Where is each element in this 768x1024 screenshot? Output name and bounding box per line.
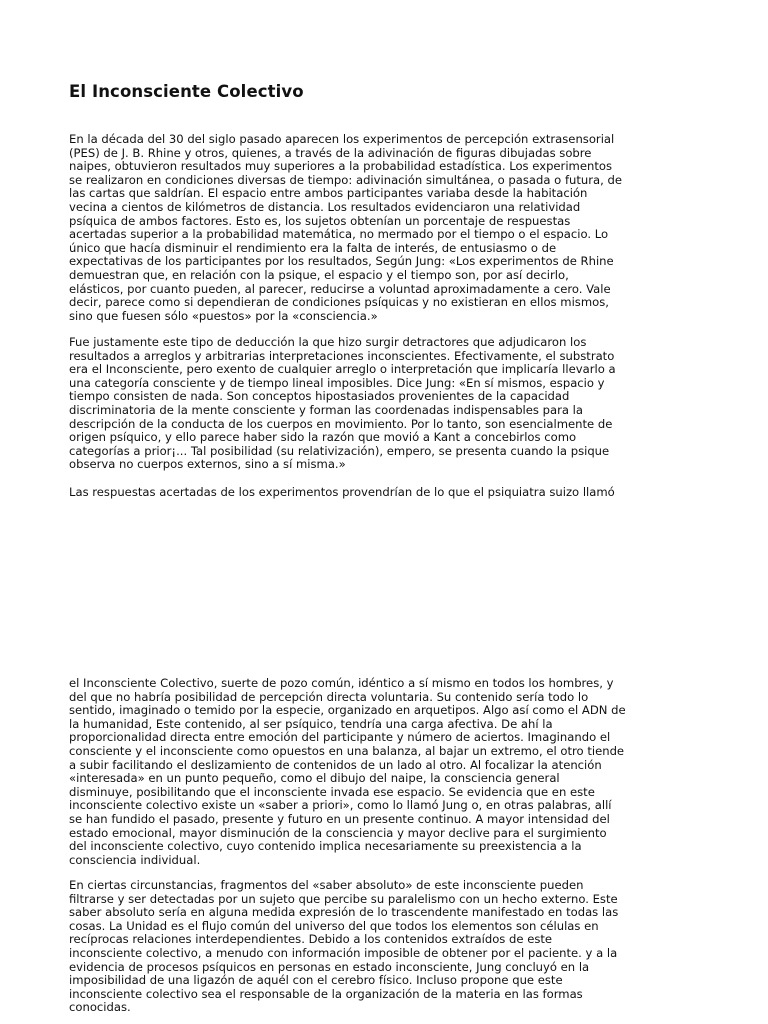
text-line: evidencia de procesos psíquicos en personas en estado inconsciente, Jung concluyó en la xyxy=(69,959,590,974)
text-line: consciente y el inconsciente como opuestos en una balanza, al bajar un extremo, el otro tiende xyxy=(69,743,625,758)
text-line: Fue justamente este tipo de deducción la que hizo surgir detractores que adjudicaron los xyxy=(69,335,587,349)
paragraph-1 xyxy=(69,133,622,323)
text-line: inconsciente colectivo existe un «saber a priori», como lo llamó Jung o, en otras palabras, allí xyxy=(69,798,612,813)
text-line: conocidas. xyxy=(69,1000,131,1015)
text-line: inconsciente colectivo sea el responsable de la organización de la materia en las formas xyxy=(69,986,583,1001)
text-line: descripción de la conducta de los cuerpos en movimiento. Por lo tanto, son esencialmente de xyxy=(69,416,613,431)
text-line: expectativas de los participantes por los resultados, Según Jung: «Los experimentos de Rhine xyxy=(69,254,614,269)
text-line: a subir facilitando el deslizamiento de contenidos de un lado al otro. Al focalizar la atención xyxy=(69,757,602,772)
text-line: el Inconsciente Colectivo, suerte de pozo común, idéntico a sí mismo en todos los hombres, y xyxy=(69,676,614,690)
document-title: El Inconsciente Colectivo xyxy=(69,82,304,101)
text-line: del inconsciente colectivo, cuyo contenido implica necesariamente su preexistencia a la xyxy=(69,839,582,854)
text-line: resultados a arreglos y arbitrarias interpretaciones inconscientes. Efectivamente, el substrato xyxy=(69,348,615,363)
text-line: disminuye, posibilitando que el inconsciente invada ese espacio. Se evidencia que en este xyxy=(69,784,595,799)
text-line: demuestran que, en relación con la psique, el espacio y el tiempo son, por así decirlo, xyxy=(69,267,569,282)
text-line: inconsciente colectivo, a menudo con información imposible de obtener por el paciente. y a la xyxy=(69,945,618,960)
text-line: filtrarse y ser detectadas por un sujeto que percibe su paralelismo con un hecho externo. Este xyxy=(69,891,618,906)
text-line: discriminatoria de la mente consciente y forman las coordenadas indispensables para la xyxy=(69,402,583,417)
text-line: elásticos, por cuanto pueden, al parecer, reducirse a voluntad aproximadamente a cero. Vale xyxy=(69,281,611,296)
text-line: Las respuestas acertadas de los experimentos provendrían de lo que el psiquiatra suizo llamó xyxy=(69,485,615,499)
text-line: proporcionalidad directa entre emoción del participante y número de aciertos. Imaginando el xyxy=(69,730,611,745)
text-line: psíquica de ambos factores. Esto es, los sujetos obtenían un porcentaje de respuestas xyxy=(69,213,571,228)
text-line: único que hacía disminuir el rendimiento era la falta de interés, de entusiasmo o de xyxy=(69,240,557,255)
text-line: estado emocional, mayor disminución de la consciencia y mayor declive para el surgimiento xyxy=(69,825,607,840)
text-line: «interesada» en un punto pequeño, como el dibujo del naipe, la consciencia general xyxy=(69,771,560,786)
paragraph-4 xyxy=(69,677,626,867)
text-line: En la década del 30 del siglo pasado aparecen los experimentos de percepción extrasensorial xyxy=(69,132,615,146)
paragraph-5 xyxy=(69,879,618,1015)
text-line: consciencia individual. xyxy=(69,852,201,867)
text-line: vecina a cientos de kilómetros de distancia. Los resultados evidenciaron una relatividad xyxy=(69,199,581,214)
text-line: cosas. La Unidad es el flujo común del universo del que todos los elementos son células en xyxy=(69,918,599,933)
text-line: la humanidad, Este contenido, al ser psíquico, tendría una carga afectiva. De ahí la xyxy=(69,716,553,731)
text-line: era el Inconsciente, pero exento de cualquier arreglo o interpretación que implicaría llevarlo a xyxy=(69,362,616,377)
text-line: se realizaron en condiciones diversas de tiempo: adivinación simultánea, o pasada o futura, de xyxy=(69,172,623,187)
text-line: observa no cuerpos externos, sino a sí misma.» xyxy=(69,457,346,472)
text-line: decir, parece como si dependieran de condiciones psíquicas y no existieran en ellos mismos, xyxy=(69,295,609,310)
text-line: las cartas que saldrían. El espacio entre ambos participantes variaba desde la habitación xyxy=(69,186,588,201)
text-line: imposibilidad de una ligazón de aquél con el cerebro físico. Incluso propone que este xyxy=(69,973,563,988)
text-line: acertadas superior a la probabilidad matemática, no mermado por el tiempo o el espacio. Lo xyxy=(69,227,609,242)
paragraph-2 xyxy=(69,336,616,472)
paragraph-3 xyxy=(69,486,615,500)
text-line: sino que fuesen sólo «puestos» por la «consciencia.» xyxy=(69,308,378,323)
text-line: del que no habría posibilidad de percepción directa voluntaria. Su contenido sería todo lo xyxy=(69,689,589,704)
text-line: sentido, imaginado o temido por la especie, organizado en arquetipos. Algo así como el ADN de xyxy=(69,703,626,718)
text-line: En ciertas circunstancias, fragmentos del «saber absoluto» de este inconsciente pueden xyxy=(69,878,584,892)
text-line: naipes, obtuvieron resultados muy superiores a la probabilidad estadística. Los experimentos xyxy=(69,159,612,174)
text-line: (PES) de J. B. Rhine y otros, quienes, a través de la adivinación de figuras dibujadas sobre xyxy=(69,145,592,160)
text-line: tiempo consisten de nada. Son conceptos hipostasiados provenientes de la capacidad xyxy=(69,389,570,404)
text-line: origen psíquico, y ello parece haber sido la razón que movió a Kant a concebirlos como xyxy=(69,430,577,445)
text-line: una categoría consciente y de tiempo lineal imposibles. Dice Jung: «En sí mismos, espacio y xyxy=(69,375,605,390)
text-line: recíprocas relaciones interdependientes. Debido a los contenidos extraídos de este xyxy=(69,932,553,947)
text-line: se han fundido el pasado, presente y futuro en un presente continuo. A mayor intensidad del xyxy=(69,811,610,826)
text-line: saber absoluto sería en alguna medida expresión de lo trascendente manifestado en todas las xyxy=(69,905,619,920)
text-line: categorías a prior¡... Tal posibilidad (su relativización), empero, se presenta cuando la psique xyxy=(69,443,610,458)
